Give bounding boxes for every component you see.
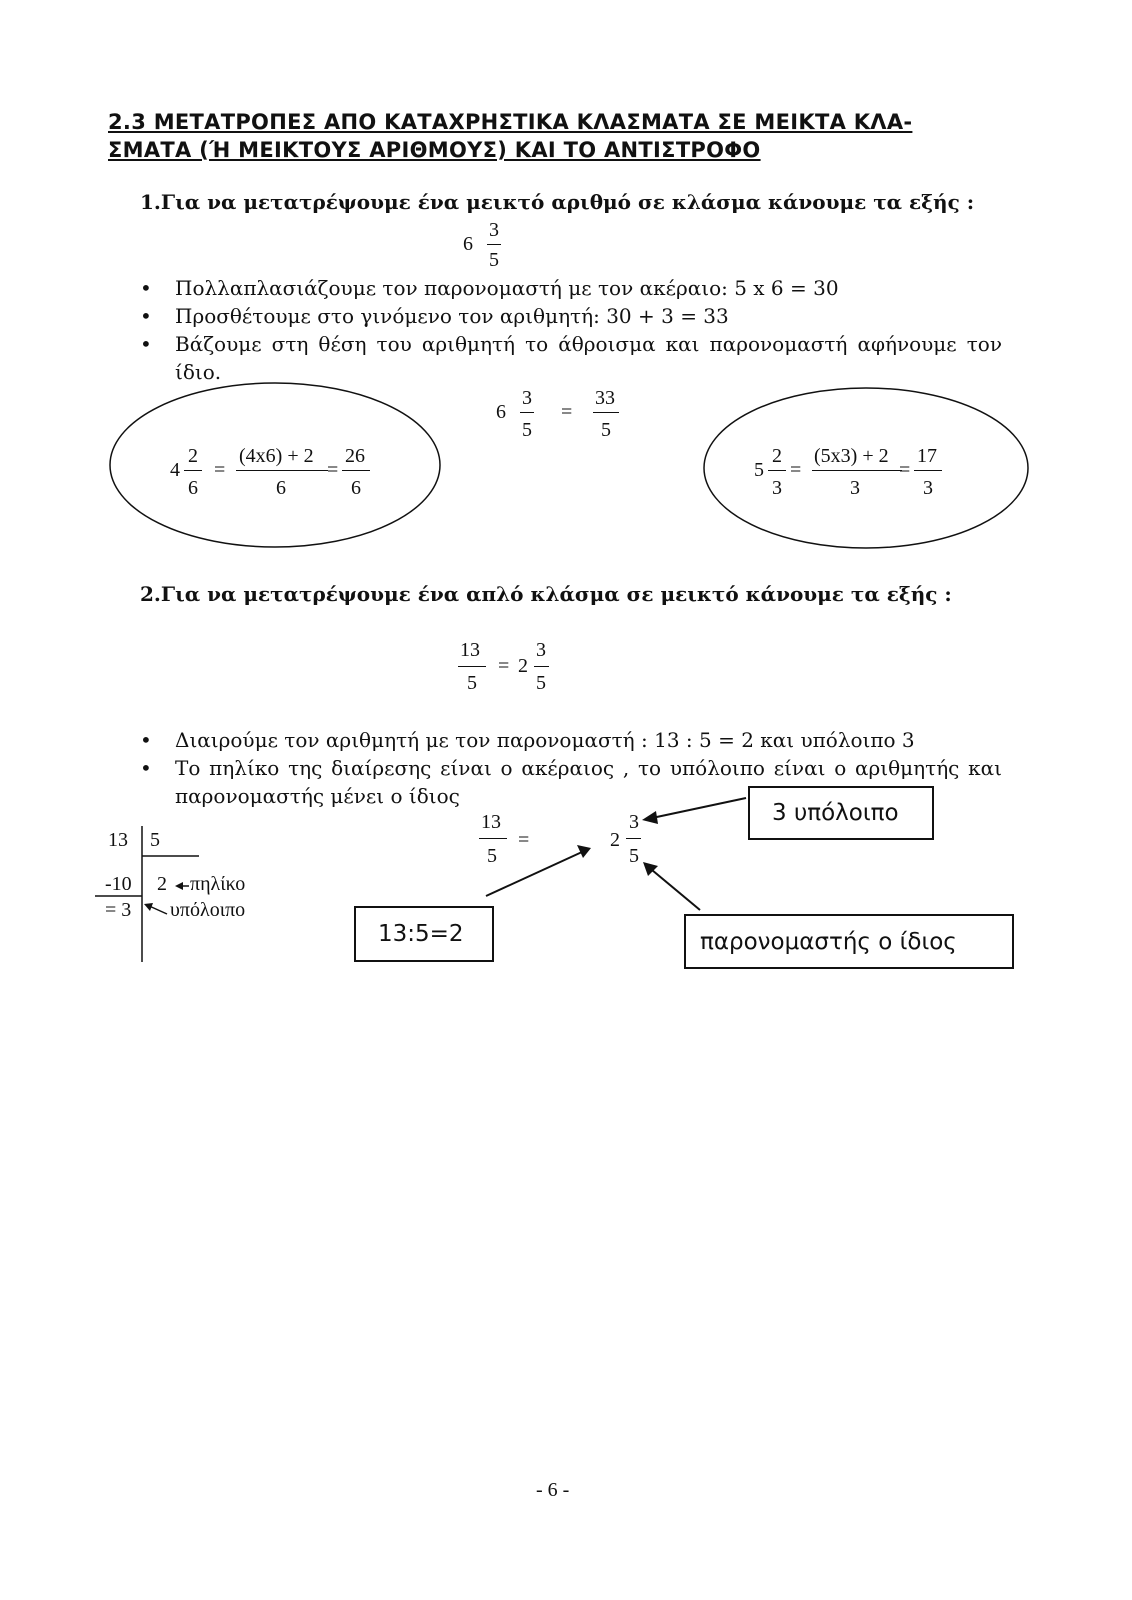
result-numerator: 3 xyxy=(522,387,532,409)
step-item: • Το πηλίκο της διαίρεσης είναι ο ακέραιος , το υπόλοιπο είναι ο αριθμητής και παρονομαστής μένει ο ίδιος xyxy=(140,754,1002,810)
diagram-numerator: 13 xyxy=(481,811,501,833)
division-quotient: 2 xyxy=(157,873,167,895)
denominator-callout: παρονομαστής ο ίδιος xyxy=(684,914,1014,969)
step-item: • Προσθέτουμε στο γινόμενο τον αριθμητή: 30 + 3 = 33 xyxy=(140,302,1002,330)
fraction-denominator: 5 xyxy=(467,672,477,694)
division-dividend: 13 xyxy=(108,829,128,851)
example-result-numerator: 17 xyxy=(917,445,937,467)
example-denominator: 3 xyxy=(772,477,782,499)
step-item: • Βάζουμε στη θέση του αριθμητή το άθροισμα και παρονομαστή αφήνουμε τον ίδιο. xyxy=(140,330,1002,386)
diagram-mixed-denominator: 5 xyxy=(629,845,639,867)
example-whole: 5 xyxy=(754,459,764,481)
example-result-numerator: 26 xyxy=(345,445,365,467)
equals-sign: = xyxy=(518,829,530,851)
example-result-denominator: 3 xyxy=(923,477,933,499)
mixed-numerator: 3 xyxy=(536,639,546,661)
equals-sign: = xyxy=(561,401,573,423)
equals-sign: = xyxy=(327,459,339,481)
step-item: • Διαιρούμε τον αριθμητή με τον παρονομαστή : 13 : 5 = 2 και υπόλοιπο 3 xyxy=(140,726,1002,754)
page-number: - 6 - xyxy=(536,1479,570,1501)
example-expression-denominator: 6 xyxy=(276,477,286,499)
example-expression: (4x6) + 2 xyxy=(239,445,314,467)
step-item: • Πολλαπλασιάζουμε τον παρονομαστή με τον ακέραιο: 5 x 6 = 30 xyxy=(140,274,1002,302)
section1-heading: 1.Για να μετατρέψουμε ένα μεικτό αριθμό σε κλάσμα κάνουμε τα εξής : xyxy=(140,190,975,214)
mixed-whole: 2 xyxy=(518,655,528,677)
result-whole: 6 xyxy=(496,401,506,423)
mixed-numerator: 3 xyxy=(489,219,499,241)
mixed-whole: 6 xyxy=(463,233,473,255)
example-expression: (5x3) + 2 xyxy=(814,445,889,467)
equals-sign: = xyxy=(899,459,911,481)
diagram-mixed-numerator: 3 xyxy=(629,811,639,833)
quotient-arrow-icon xyxy=(486,852,582,896)
example-numerator: 2 xyxy=(772,445,782,467)
result-improper-numerator: 33 xyxy=(595,387,615,409)
remainder-arrowhead-icon xyxy=(642,811,658,824)
equals-sign: = xyxy=(498,655,510,677)
mixed-denominator: 5 xyxy=(489,249,499,271)
mixed-denominator: 5 xyxy=(536,672,546,694)
division-divisor: 5 xyxy=(150,829,160,851)
fraction-numerator: 13 xyxy=(460,639,480,661)
remainder-arrow-icon xyxy=(652,798,746,818)
division-remainder: = 3 xyxy=(105,899,132,921)
example-expression-denominator: 3 xyxy=(850,477,860,499)
diagram-whole: 2 xyxy=(610,829,620,851)
example-whole: 4 xyxy=(170,459,180,481)
example-result-denominator: 6 xyxy=(351,477,361,499)
quotient-arrowhead-icon xyxy=(577,845,591,858)
division-subtract: -10 xyxy=(105,873,132,895)
example-numerator: 2 xyxy=(188,445,198,467)
example-denominator: 6 xyxy=(188,477,198,499)
quotient-callout: 13:5=2 xyxy=(354,906,494,962)
diagram-denominator: 5 xyxy=(487,845,497,867)
equals-sign: = xyxy=(214,459,226,481)
quotient-label: πηλίκο xyxy=(190,873,246,895)
remainder-label: υπόλοιπο xyxy=(170,899,246,921)
section2-heading: 2.Για να μετατρέψουμε ένα απλό κλάσμα σε μεικτό κάνουμε τα εξής : xyxy=(140,582,952,606)
title-line-2: ΣΜΑΤΑ (Ή ΜΕΙΚΤΟΥΣ ΑΡΙΘΜΟΥΣ) ΚΑΙ ΤΟ ΑΝΤΙΣΤΡΟΦΟ xyxy=(108,138,761,162)
result-denominator: 5 xyxy=(522,419,532,441)
denominator-arrow-icon xyxy=(652,870,700,910)
result-improper-denominator: 5 xyxy=(601,419,611,441)
remainder-callout: 3 υπόλοιπο xyxy=(748,786,934,840)
equals-sign: = xyxy=(790,459,802,481)
title-line-1: 2.3 ΜΕΤΑΤΡΟΠΕΣ ΑΠΟ ΚΑΤΑΧΡΗΣΤΙΚΑ ΚΛΑΣΜΑΤΑ ΣΕ ΜΕΙΚΤΑ ΚΛΑ- xyxy=(108,110,913,134)
